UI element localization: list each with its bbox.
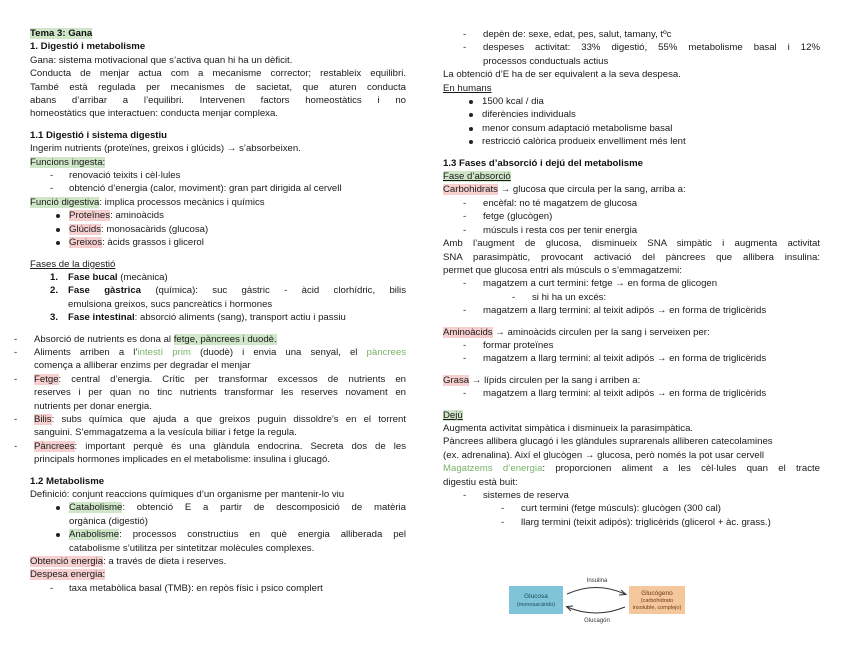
dash-item-cont: comença a alliberar enzims per degradar el menjar — [34, 360, 251, 372]
list-item: - depèn de: sexe, edat, pes, salut, tamany, tºc — [463, 29, 672, 40]
fase-absorcio-label: Fase d’absorció — [443, 171, 511, 183]
para-line: Augmenta activitat simpàtica i disminueix la parasimpàtica. — [443, 422, 694, 434]
list-item: - obtenció d’energia (calor, moviment): gran part dirigida al cervell — [50, 183, 342, 195]
list-item-cont: catabolisme s’utilitza per sintetitzar molècules complexes. — [69, 542, 315, 554]
section-heading-1: 1. Digestió i metabolisme — [30, 41, 146, 53]
list-item: - renovació teixits i cèl·lules — [50, 170, 181, 182]
page-title: Tema 3: Gana — [30, 28, 93, 39]
glucose-glycogen-diagram — [505, 575, 687, 625]
list-item: 2. Fase gàstrica (química): suc gàstric - àcid clorhídric, bilis — [50, 285, 406, 297]
list-item: - sistemes de reserva — [463, 490, 569, 501]
list-item: 1. Fase bucal (mecànica) — [50, 271, 168, 283]
list-item: 3. Fase intestinal: absorció aliments (sang), transport actiu i passiu — [50, 312, 346, 324]
list-item: - magatzem a llarg termini: al teixit adipós → en forma de triglicèrids — [463, 388, 767, 400]
aminoacids-line: Aminoàcids → aminoàcids circulen per la sang i serveixen per: — [443, 326, 710, 338]
glucagon-arrow — [567, 607, 625, 613]
carbohidrats-line: Carbohidrats → glucosa que circula per la sang, arriba a: — [443, 184, 686, 196]
list-item: Catabolisme: obtenció E a partir de descomposició de matèria — [69, 502, 406, 514]
list-item: - formar proteïnes — [463, 339, 554, 351]
list-item-cont: emulsiona greixos, sucs pancreàtics i hormones — [68, 298, 273, 310]
para-line: SNA parasimpàtic, provocant activació del pàncrees que allibera insulina: — [443, 251, 820, 263]
dash-item: - Aliments arriben a l’intestí prim (duodè) i envia una senyal, el pàncrees — [14, 346, 406, 358]
list-item: restricció calòrica produeix envelliment més lent — [482, 135, 820, 148]
glucosa-box — [509, 586, 563, 614]
para-line: Magatzems d’energia: proporcionen aliment a les cèl·lules quan el tracte — [443, 463, 820, 475]
section-heading-1-3: 1.3 Fases d’absorció i dejú del metabolisme — [443, 157, 643, 169]
list-item-cont: orgànica (digestió) — [69, 515, 148, 527]
list-item: menor consum adaptació metabolisme basal — [482, 122, 820, 135]
grasa-line: Grasa → lípids circulen per la sang i arriben a: — [443, 374, 641, 386]
sub-list-item: - si hi ha un excés: — [512, 291, 607, 303]
sub-list-item: - curt termini (fetge músculs): glucògen (300 cal) — [501, 503, 721, 515]
list-item: diferències individuals — [482, 108, 820, 121]
glucogeno-sublabel: insoluble, complejo) — [632, 605, 682, 611]
list-item: Proteïnes: aminoàcids — [69, 209, 406, 222]
glucosa-label: Glucosa — [524, 593, 548, 600]
list-item: Anabolisme: processos constructius en què energia alliberada pel — [69, 529, 406, 541]
list-item-cont: processos conductuals actius — [483, 55, 609, 67]
insulina-label: Insulina — [586, 578, 608, 584]
dash-item-cont: nutrients per donar energia. — [34, 400, 152, 412]
list-item: 1500 kcal / dia — [482, 95, 820, 108]
para-line: Pàncrees allibera glucagó i les glàndules suprarenals alliberen catecolamines — [443, 436, 773, 448]
gana-definition: Gana: sistema motivacional que s’activa quan hi ha un dèficit. — [30, 54, 293, 66]
insulina-arrow — [567, 588, 625, 595]
glucogeno-label: Glucógeno — [641, 590, 673, 597]
section-heading-1-1: 1.1 Digestió i sistema digestiu — [30, 129, 168, 141]
list-item: - despeses activitat: 33% digestió, 55% metabolisme basal i 12% — [463, 42, 820, 54]
list-item: Greixos: àcids grassos i glicerol — [69, 236, 406, 249]
despesa-energia: Despesa energia: — [30, 569, 106, 581]
equivalencia-line: La obtenció d’E ha de ser equivalent a la seva despesa. — [443, 69, 681, 81]
glucagon-label: Glucagón — [584, 618, 610, 624]
dash-item-cont: sanguini. S’emmagatzema a la vesícula biliar i fetge la regula. — [34, 427, 297, 439]
list-item: - taxa metabòlica basal (TMB): en repòs físic i psico complert — [50, 582, 323, 594]
list-item: - encèfal: no té magatzem de glucosa — [463, 197, 638, 209]
right-column — [443, 28, 820, 529]
section-heading-1-2: 1.2 Metabolisme — [30, 475, 105, 487]
para-line: També està regulada per mecanismes de sacietat, que aturen conducta — [30, 81, 406, 93]
list-item: - magatzem a curt termini: fetge → en forma de glicogen — [463, 278, 718, 290]
list-item: Glúcids: monosacàrids (glucosa) — [69, 223, 406, 236]
dash-item: - Bilis: subs química que ajuda a que greixos puguin dissoldre’s en el torrent — [14, 413, 406, 425]
list-item: - magatzem a llarg termini: al teixit adipós → en forma de triglicèrids — [463, 353, 767, 365]
fases-digestio-title: Fases de la digestió — [30, 258, 116, 270]
dash-item: - Absorció de nutrients es dona al fetge, pàncrees i duodè. — [14, 333, 277, 345]
para-line: (ex. adrenalina). Així el glucògen → glucosa, però només la pot usar cervell — [443, 449, 765, 461]
deju-label: Dejú — [443, 409, 463, 421]
ingerim-line: Ingerim nutrients (proteïnes, greixos i glúcids) → s’absorbeixen. — [30, 143, 301, 155]
para-line: Conducta de menjar actua com a mecanisme corrector; restableix equilibri. — [30, 68, 406, 80]
list-item: - fetge (glucògen) — [463, 211, 553, 223]
list-item: - músculs i resta cos per tenir energia — [463, 224, 638, 236]
obtencio-energia: Obtenció energia: a través de dieta i reserves. — [30, 556, 227, 568]
list-item: - magatzem a llarg termini: al teixit adipós → en forma de triglicèrids — [463, 305, 767, 317]
en-humans-label: En humans — [443, 82, 492, 94]
left-column — [14, 27, 406, 595]
para-line: homeostàtics que interactuen: conducta menjar complexa. — [30, 108, 278, 120]
para-line: digestiu està buit: — [443, 476, 518, 488]
dash-item: - Fetge: central d’energia. Crític per transformar excessos de nutrients en — [14, 373, 406, 385]
glucosa-sublabel: (monosacárido) — [516, 602, 556, 608]
sub-list-item: - llarg termini (teixit adipós): triglicèrids (glicerol + àc. grass.) — [501, 516, 771, 528]
dash-item-cont: reserves i per quan no tinc nutrients transformar les reserves novament en — [34, 387, 406, 399]
para-line: abans d’arribar a l’equilibri. Intervenen factors homeostàtics i no — [30, 95, 406, 107]
funcio-digestiva: Funció digestiva: implica processos mecànics i químics — [30, 196, 265, 208]
metabolisme-definicio: Definició: conjunt reaccions químiques d’un organisme per mantenir-lo viu — [30, 489, 345, 500]
glucogeno-sublabel: (carbohidrato — [640, 598, 674, 604]
funcions-ingesta-label: Funcions ingesta: — [30, 156, 106, 168]
dash-item-cont: principals hormones implicades en el metabolisme: insulina i glucagó. — [34, 454, 330, 466]
dash-item: - Pàncrees: important perquè és una glàndula endocrina. Secreta dos de les — [14, 440, 406, 452]
para-line: permet que glucosa entri als músculs o s’emmagatzemi: — [443, 264, 682, 276]
para-line: Amb l’augment de glucosa, disminueix SNA simpàtic i augmenta activitat — [443, 238, 820, 250]
